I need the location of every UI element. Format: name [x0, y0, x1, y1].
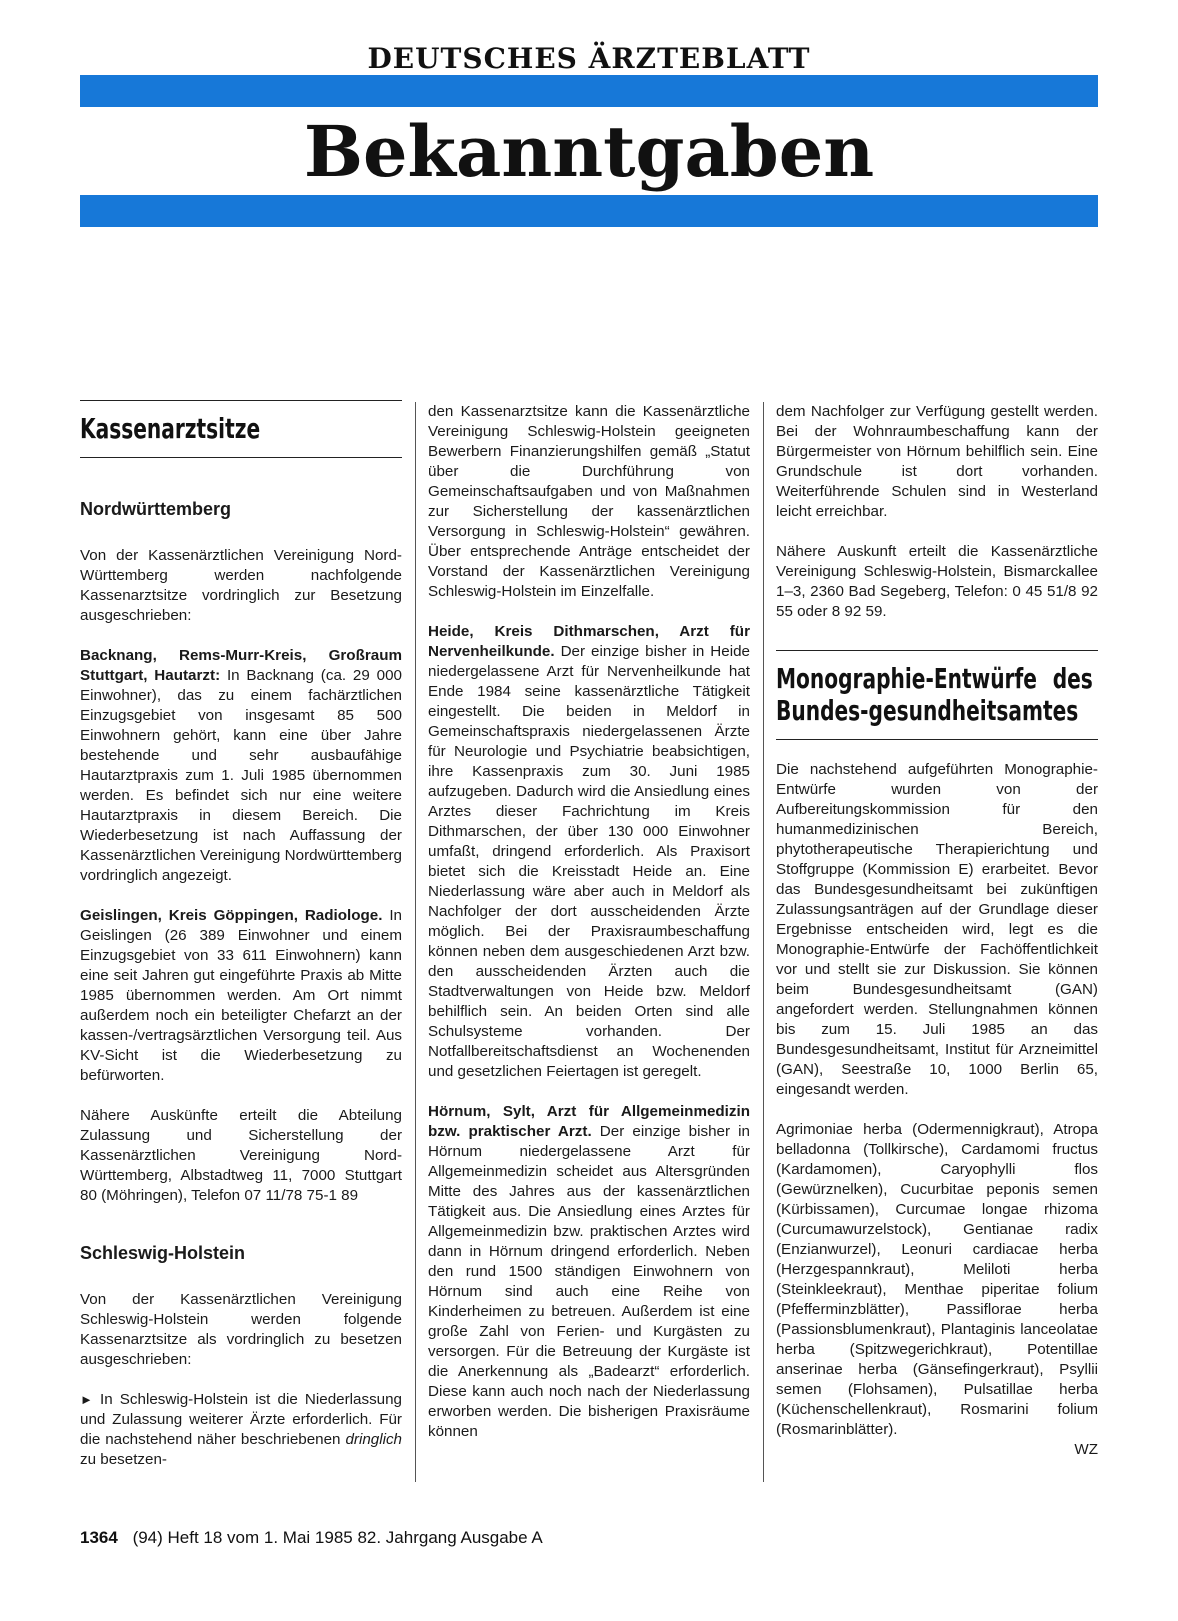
column-divider: [415, 402, 416, 1482]
heading-rule: [776, 650, 1098, 651]
top-blue-bar: [80, 75, 1098, 107]
paragraph-lead: Hörnum, Sylt, Arzt für Allgemeinmedizin bzw. praktischer Arzt.: [428, 1103, 750, 1140]
paragraph-text: Der einzige bisher in Hörnum niedergelassene Arzt für Allgemeinmedizin scheidet aus Altersgründen Mitte des Jahres aus der kassenärztlichen Tätigkeit aus. Die Ansiedlung eines Arztes für Allgemeinmedizin bzw. praktischen Arztes wird dann in Hörnum dringend erforderlich. Neben den rund 1500 ständigen Einwohnern von Hörnum sind auch eine Reihe von Kinderheimen zu betreuen. Außerdem ist eine große Zahl von Ferien- und Kurgästen zu versorgen. Für die Betreuung der Kurgäste ist die Anerkennung als „Badearzt“ erforderlich. Diese kann auch noch nach der Niederlassung erworben werden. Die bisherigen Praxisräume können: [428, 1123, 750, 1440]
plant-list-text: Agrimoniae herba (Odermennigkraut), Atropa belladonna (Tollkirsche), Cardamomi fructus (Kardamomen), Caryophylli flos (Gewürznelken), Cucurbitae peponis semen (Kürbissamen), Curcumae longae rhizoma (Curcumawurzelstock), Gentianae radix (Enzianwurzel), Leonuri cardiacae herba (Herzgespannkraut), Meliloti herba (Steinkleekraut), Menthae piperitae folium (Pfefferminzblätter), Passiflorae herba (Passionsblumenkraut), Plantaginis lanceolatae herba (Spitzwegerichkraut), Potentillae anserinae herba (Gänsefingerkraut), Psyllii semen (Flohsamen), Pulsatillae herba (Küchenschellenkraut), Rosmarini folium (Rosmarinblätter).: [776, 1121, 1098, 1438]
column-3: [776, 402, 1098, 1460]
paragraph: Nähere Auskünfte erteilt die Abteilung Zulassung und Sicherstellung der Kassenärztlichen Vereinigung Nord-Württemberg, Albstadtweg 11, 7000 Stuttgart 80 (Möhringen), Telefon 07 11/78 75-1 89: [80, 1107, 402, 1204]
section-heading-kassenarztsitze: Kassenarztsitze: [80, 412, 261, 445]
plant-list: [776, 1120, 1098, 1458]
section-heading-monographie: Monographie-Entwürfe des Bundes-gesundheitsamtes: [776, 662, 1093, 727]
paragraph-text: Der einzige bisher in Heide niedergelassene Arzt für Nervenheilkunde hat Ende 1984 seine kassenärztliche Tätigkeit eingestellt. Die beiden in Meldorf in Gemeinschaftspraxis niedergelassenen Ärzte für Neurologie und Psychiatrie beabsichtigen, ihre Kassenpraxis zum 30. Juni 1985 aufzugeben. Dadurch wird die Ansiedlung eines Arztes dieser Fachrichtung im Kreis Dithmarschen, der über 130 000 Einwohner umfaßt, dringend erforderlich. Als Praxisort bietet sich die Kreisstadt Heide an. Eine Niederlassung wäre aber auch in Meldorf als Nachfolger der dort ausscheidenden Ärzte möglich. Bei der Praxisraumbeschaffung können neben dem ausgeschiedenen Arzt bzw. den ausscheidenden Ärzten auch die Stadtverwaltungen von Heide bzw. Meldorf behilflich sein. An beiden Orten sind alle Schulsysteme vorhanden. Der Notfallbereitschaftsdienst an Wochenenden und gesetzlichen Feiertagen ist geregelt.: [428, 643, 750, 1080]
paragraph-text: zu besetzen-: [80, 1451, 167, 1468]
column-2: [428, 402, 750, 1462]
column-1: [80, 400, 402, 1490]
paragraph: [80, 646, 402, 886]
heading-rule: [80, 400, 402, 401]
paragraph: dem Nachfolger zur Verfügung gestellt werden. Bei der Wohnraumbeschaffung kann der Bürgermeister von Hörnum behilflich sein. Eine Grundschule ist dort vorhanden. Weiterführende Schulen sind in Westerland leicht erreichbar.: [776, 403, 1098, 520]
arrow-icon: ►: [80, 1392, 93, 1407]
heading-rule: [80, 457, 402, 458]
bottom-blue-bar: [80, 195, 1098, 227]
paragraph: [80, 1390, 402, 1470]
column-divider: [763, 402, 764, 1482]
paragraph: [428, 1102, 750, 1442]
paragraph-lead: Geislingen, Kreis Göppingen, Radiologe.: [80, 907, 383, 924]
paragraph-text: In Schleswig-Holstein ist die Niederlassung und Zulassung weiterer Ärzte erforderlich. Für die nachstehend näher beschriebenen: [80, 1391, 402, 1448]
masthead: DEUTSCHES ÄRZTEBLATT: [367, 42, 811, 75]
paragraph: [80, 906, 402, 1086]
issue-info: (94) Heft 18 vom 1. Mai 1985 82. Jahrgang Ausgabe A: [132, 1528, 543, 1547]
paragraph: Von der Kassenärztlichen Vereinigung Schleswig-Holstein werden folgende Kassenarztsitze als vordringlich zu besetzen ausgeschrieben:: [80, 1291, 402, 1368]
signature: WZ: [1074, 1441, 1098, 1458]
subheading-nordwuerttemberg: Nordwürttemberg: [80, 499, 232, 519]
paragraph-text: In Geislingen (26 389 Einwohner und einem Einzugsgebiet von 33 611 Einwohnern) kann eine seit Jahren gut eingeführte Praxis ab Mitte 1985 übernommen werden. Am Ort nimmt außerdem noch ein beteiligter Chefarzt an der kassen-/vertragsärztlichen Versorgung teil. Aus KV-Sicht ist die Wiederbesetzung zu befürworten.: [80, 907, 402, 1084]
heading-rule: [776, 739, 1098, 740]
paragraph: Nähere Auskunft erteilt die Kassenärztliche Vereinigung Schleswig-Holstein, Bismarckallee 1–3, 2360 Bad Segeberg, Telefon: 0 45 51/8 92 55 oder 8 92 59.: [776, 543, 1098, 620]
paragraph: [428, 622, 750, 1082]
subheading-schleswig-holstein: Schleswig-Holstein: [80, 1243, 246, 1263]
paragraph-text: In Backnang (ca. 29 000 Einwohner), das zu einem fachärztlichen Einzugsgebiet von insgesamt 85 500 Einwohnern gehört, kann eine über Jahre bestehende und sehr ausbaufähige Hautarztpraxis zum 1. Juli 1985 übernommen werden. Es befindet sich nur eine weitere Hautarztpraxis in diesem Bereich. Die Wiederbesetzung ist nach Auffassung der Kassenärztlichen Vereinigung Nordwürttemberg vordringlich angezeigt.: [80, 667, 402, 884]
paragraph-lead: Heide, Kreis Dithmarschen, Arzt für Nervenheilkunde.: [428, 623, 750, 660]
paragraph: Die nachstehend aufgeführten Monographie-Entwürfe wurden von der Aufbereitungskommission für den humanmedizinischen Bereich, phytotherapeutische Therapierichtung und Stoffgruppe (Kommission E) erarbeitet. Bevor das Bundesgesundheitsamt bei zukünftigen Zulassungsanträgen auf der Grundlage dieser Ergebnisse entscheiden wird, legt es die Monographie-Entwürfe der Fachöffentlichkeit vor und stellt sie zur Diskussion. Sie können beim Bundesgesundheitsamt (GAN) angefordert werden. Stellungnahmen können bis zum 15. Juli 1985 an das Bundesgesundheitsamt, Institut für Arzneimittel (GAN), Seestraße 10, 1000 Berlin 65, eingesandt werden.: [776, 761, 1098, 1098]
paragraph: Von der Kassenärztlichen Vereinigung Nord-Württemberg werden nachfolgende Kassenarztsitze vordringlich zur Besetzung ausgeschrieben:: [80, 547, 402, 624]
paragraph: den Kassenarztsitze kann die Kassenärztliche Vereinigung Schleswig-Holstein geeigneten Bewerbern Finanzierungshilfen gemäß „Statut über die Durchführung von Gemeinschaftsaufgaben und von Maßnahmen zur Sicherstellung der kassenärztlichen Versorgung in Schleswig-Holstein“ gewähren. Über entsprechende Anträge entscheidet der Vorstand der Kassenärztlichen Vereinigung Schleswig-Holstein im Einzelfalle.: [428, 403, 750, 600]
page-footer: [80, 1528, 543, 1548]
page-number: 1364: [80, 1528, 118, 1547]
emphasis: dringlich: [345, 1431, 402, 1448]
page-title: Bekanntgaben: [303, 110, 875, 193]
paragraph-lead: Backnang, Rems-Murr-Kreis, Großraum Stuttgart, Hautarzt:: [80, 647, 402, 684]
